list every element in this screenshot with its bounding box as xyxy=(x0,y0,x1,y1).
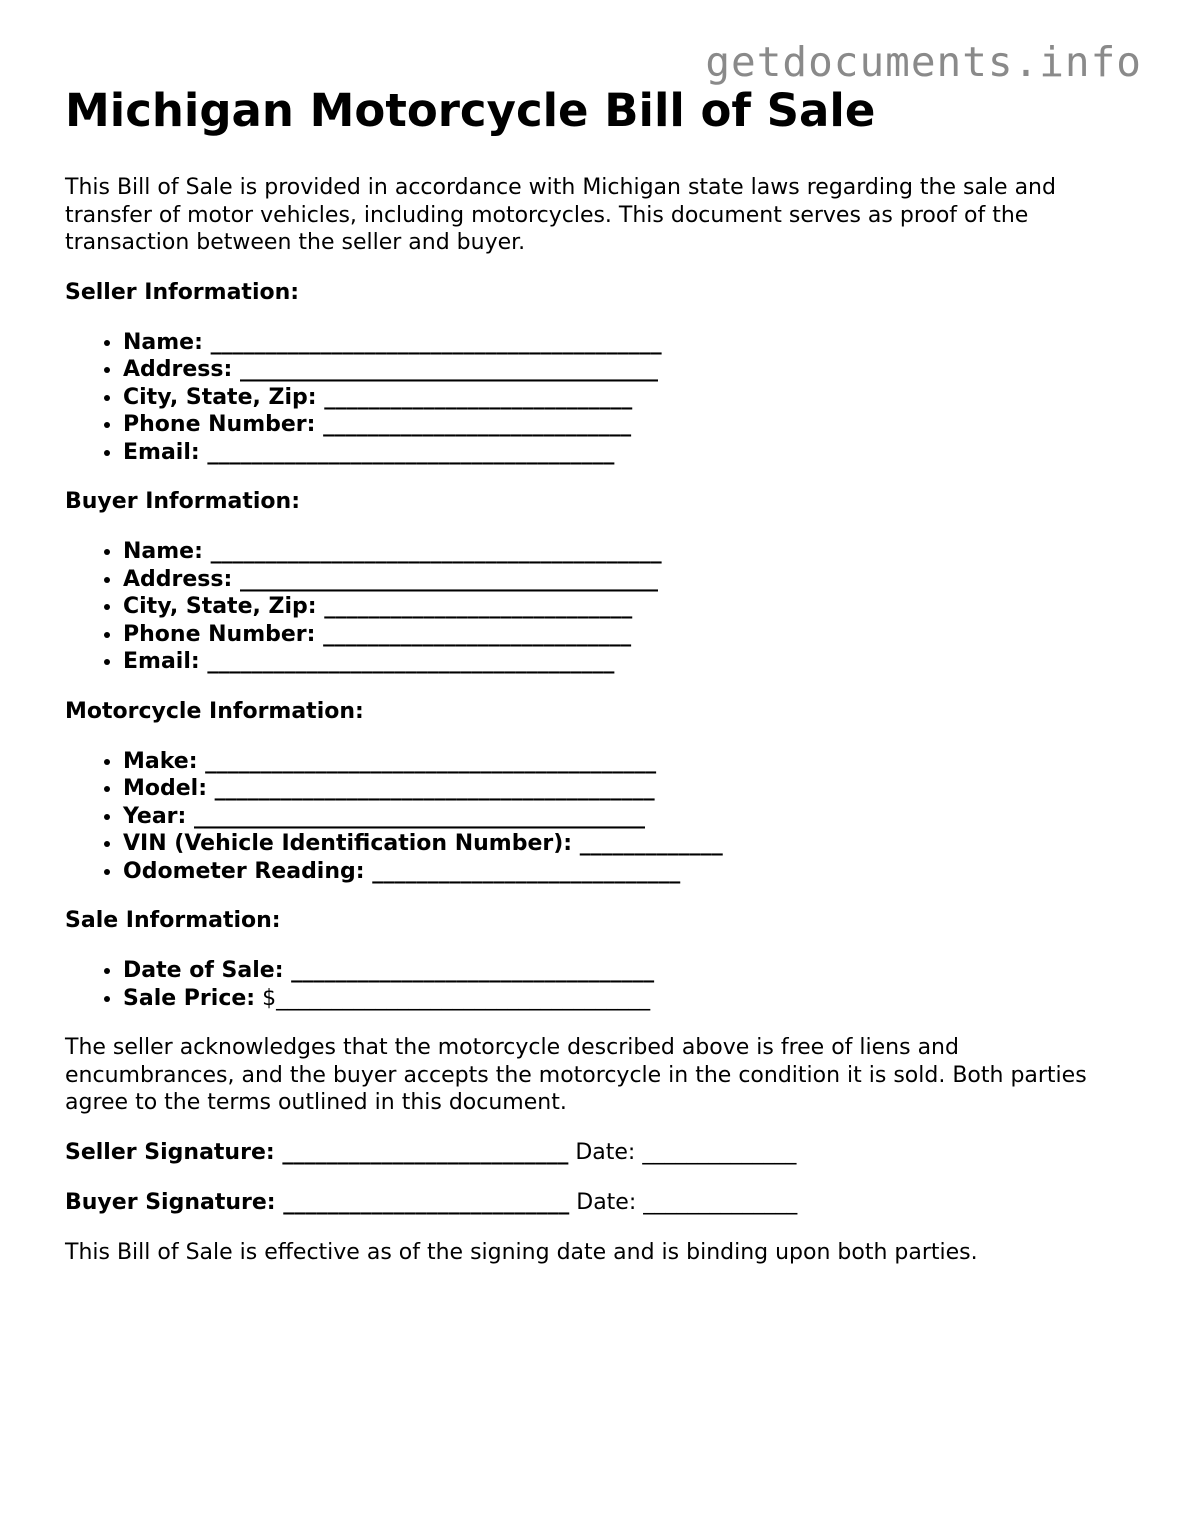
field-blank[interactable]: _____________________________________ xyxy=(199,439,615,465)
motorcycle-odometer-field[interactable] xyxy=(123,858,1125,886)
seller-city-state-zip-field[interactable] xyxy=(123,384,1125,412)
field-label: Model: xyxy=(123,776,208,801)
field-label: Phone Number: xyxy=(123,621,316,647)
seller-address-field[interactable] xyxy=(123,356,1125,384)
page-title: Michigan Motorcycle Bill of Sale xyxy=(65,84,876,137)
sale-date-field[interactable] xyxy=(123,957,1125,985)
field-blank[interactable]: _____________ xyxy=(572,831,723,856)
motorcycle-model-field[interactable] xyxy=(123,775,1125,803)
buyer-city-state-zip-field[interactable] xyxy=(123,593,1125,621)
field-blank[interactable]: $__________________________________ xyxy=(255,985,651,1011)
field-blank[interactable]: _____________________________________ xyxy=(199,649,615,674)
motorcycle-section-heading: Motorcycle Information: xyxy=(65,698,364,724)
field-label: Year: xyxy=(123,803,187,829)
field-label: Phone Number: xyxy=(123,412,316,437)
date-blank[interactable]: ______________ xyxy=(635,1139,797,1165)
field-blank[interactable]: ______________________________________ xyxy=(232,566,658,592)
final-paragraph: This Bill of Sale is effective as of the signing date and is binding upon both parties. xyxy=(65,1239,978,1265)
seller-field-list xyxy=(65,329,1125,467)
field-label: City, State, Zip: xyxy=(123,594,317,619)
signature-label: Buyer Signature: xyxy=(65,1189,276,1215)
field-blank[interactable]: ____________________________ xyxy=(315,621,632,647)
field-label: City, State, Zip: xyxy=(123,384,317,410)
field-label: Email: xyxy=(123,439,200,465)
signature-blank[interactable]: __________________________ xyxy=(274,1139,569,1165)
field-blank[interactable]: _________________________________________ xyxy=(186,803,645,829)
buyer-phone-field[interactable] xyxy=(123,621,1125,649)
field-label: Odometer Reading: xyxy=(123,858,365,884)
sale-field-list xyxy=(65,957,1125,1012)
field-label: Email: xyxy=(123,649,200,674)
field-blank[interactable]: ______________________________________ xyxy=(232,357,658,382)
sale-price-field[interactable] xyxy=(123,985,1125,1013)
motorcycle-make-field[interactable] xyxy=(123,748,1125,776)
field-blank[interactable]: _________________________________________ xyxy=(202,329,662,355)
sale-section-heading: Sale Information: xyxy=(65,908,281,933)
field-blank[interactable]: ____________________________ xyxy=(364,858,681,884)
motorcycle-field-list xyxy=(65,748,1125,886)
field-blank[interactable]: _________________________________________ xyxy=(202,539,662,564)
field-blank[interactable]: _________________________________ xyxy=(283,958,655,983)
document-page xyxy=(65,82,1125,1266)
seller-section-heading: Seller Information: xyxy=(65,279,300,305)
field-label: Address: xyxy=(123,357,233,382)
seller-name-field[interactable] xyxy=(123,329,1125,357)
signature-label: Seller Signature: xyxy=(65,1139,275,1165)
buyer-email-field[interactable] xyxy=(123,648,1125,676)
motorcycle-vin-field[interactable] xyxy=(123,830,1125,858)
intro-paragraph: This Bill of Sale is provided in accordance with Michigan state laws regarding the sale and transfer of motor vehicles, including motorcycles. This document serves as proof of the transaction between the seller and buyer. xyxy=(65,175,1056,255)
field-label: Address: xyxy=(123,566,233,592)
field-blank[interactable]: ____________________________ xyxy=(316,384,633,410)
signature-blank[interactable]: __________________________ xyxy=(275,1189,570,1215)
field-blank[interactable]: ____________________________ xyxy=(315,412,632,437)
motorcycle-year-field[interactable] xyxy=(123,803,1125,831)
field-label: Sale Price: xyxy=(123,985,256,1011)
seller-phone-field[interactable] xyxy=(123,411,1125,439)
field-label: Name: xyxy=(123,539,203,564)
buyer-signature-line[interactable] xyxy=(65,1189,1125,1217)
buyer-section-heading: Buyer Information: xyxy=(65,489,300,514)
field-label: VIN (Vehicle Identification Number): xyxy=(123,831,573,856)
field-label: Name: xyxy=(123,329,203,355)
field-label: Make: xyxy=(123,748,198,774)
closing-paragraph: The seller acknowledges that the motorcycle described above is free of liens and encumbrances, and the buyer accepts the motorcycle in the condition it is sold. Both parties agree to the terms outlined in this document. xyxy=(65,1035,1087,1115)
buyer-address-field[interactable] xyxy=(123,566,1125,594)
buyer-name-field[interactable] xyxy=(123,538,1125,566)
seller-signature-line[interactable] xyxy=(65,1139,1125,1167)
field-blank[interactable]: ________________________________________ xyxy=(207,776,655,801)
watermark-logo: getdocuments.info xyxy=(705,38,1142,86)
field-label: Date of Sale: xyxy=(123,958,284,983)
field-blank[interactable]: ____________________________ xyxy=(316,594,633,619)
date-label: Date: xyxy=(568,1139,636,1165)
date-label: Date: xyxy=(569,1189,637,1215)
buyer-field-list xyxy=(65,538,1125,676)
date-blank[interactable]: ______________ xyxy=(636,1189,798,1215)
seller-email-field[interactable] xyxy=(123,439,1125,467)
field-blank[interactable]: _________________________________________ xyxy=(197,748,657,774)
